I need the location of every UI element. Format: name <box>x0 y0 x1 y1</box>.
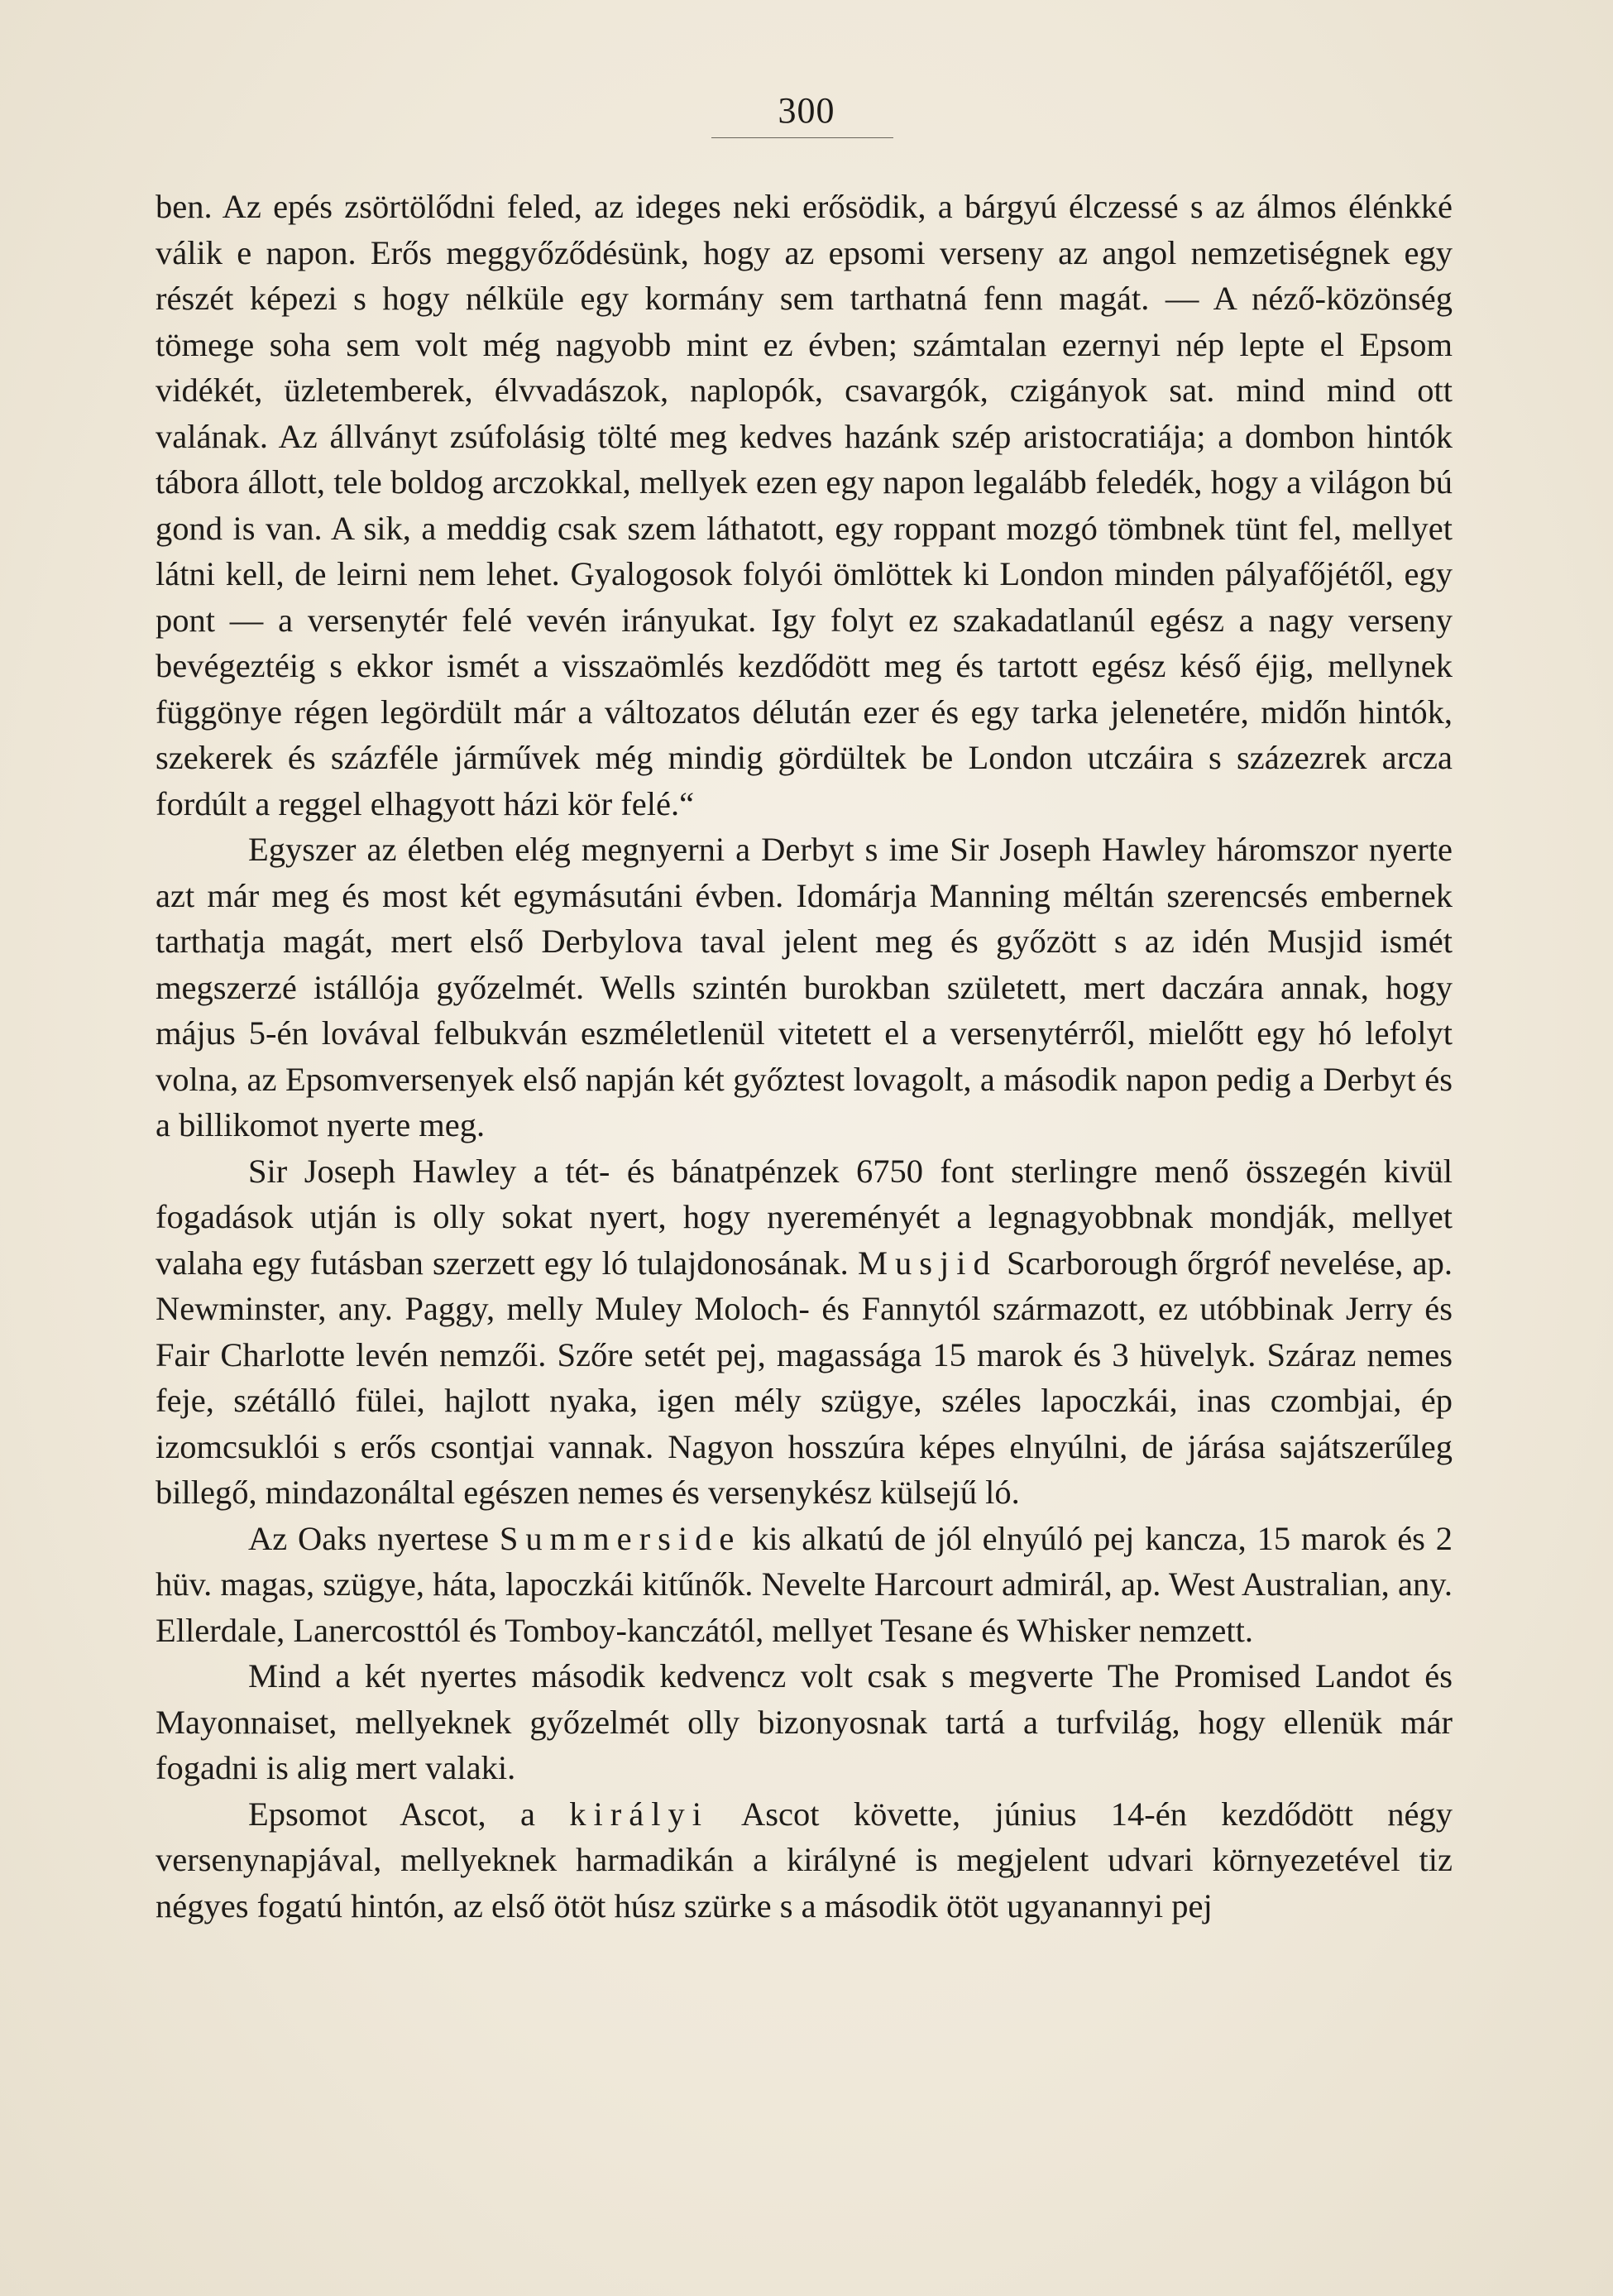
paragraph <box>156 1791 1453 1929</box>
paragraph-text-before: Epsomot Ascot, a <box>248 1795 535 1833</box>
header-rule <box>711 137 893 138</box>
paragraph <box>156 1148 1453 1516</box>
spaced-horse-name: Musjid <box>857 1244 998 1282</box>
paragraph-text-before: Az Oaks nyertese <box>248 1519 490 1557</box>
paragraph: Mind a két nyertes második kedvencz volt csak s megverte The Promised Landot és Mayonnaiset, mellyeknek győzelmét olly bizonyosnak tartá a turfvilág, hogy ellenük már fogadni is alig mert valaki. <box>156 1657 1453 1786</box>
paragraph: ben. Az epés zsörtölődni feled, az ideges neki erősödik, a bárgyú élczessé s az álmos élénkké válik e napon. Erős meggyőződésünk, hogy az epsomi verseny az angol nemzetiségnek egy részét képezi s hogy nélküle egy kormány sem tarthatná fenn magát. — A néző-közönség tömege soha sem volt még nagyobb mint ez évben; számtalan ezernyi nép lepte el Epsom vidékét, üzletemberek, élvvadászok, naplopók, csavargók, czigányok sat. mind mind ott valának. Az állványt zsúfolásig tölté meg kedves hazánk szép aristocratiája; a dombon hintók tábora állott, tele boldog arczokkal, mellyek ezen egy napon legalább feledék, hogy a világon bú gond is van. A sik, a meddig csak szem láthatott, egy roppant mozgó tömbnek tünt fel, mellyet látni kell, de leirni nem lehet. Gyalogosok folyói ömlöttek ki London minden pályafőjétől, egy pont — a versenytér felé vevén irányukat. Igy folyt ez szakadatlanúl egész a nagy verseny bevégeztéig s ekkor ismét a visszaömlés kezdődött meg és tartott egész késő éjig, mellynek függönye régen legördült már a változatos délután ezer és egy tarka jelenetére, midőn hintók, szekerek és százféle járművek még mindig gördültek be London utczáira s százezrek arcza fordúlt a reggel elhagyott házi kör felé.“ <box>156 188 1453 822</box>
paragraph-text-before: Sir Joseph Hawley a tét- és bánatpénzek 6750 font sterlingre menő összegén kivül fogadások utján is olly sokat nyert, hogy nyereményét a legnagyobbnak mondják, mellyet valaha egy futásban szerzett egy ló tulajdonosának. <box>156 1152 1453 1282</box>
paragraph-text-after: Scarborough őrgróf nevelése, ap. Newminster, any. Paggy, melly Muley Moloch- és Fannytól származott, ez utóbbinak Jerry és Fair Charlotte levén nemzői. Szőre setét pej, magassága 15 marok és 3 hüvelyk. Száraz nemes feje, szétálló fülei, hajlott nyaka, igen mély szügye, széles lapoczkái, inas czombjai, ép izomcsuklói s erős csontjai vannak. Nagyon hosszúra képes elnyúlni, de járása sajátszerűleg billegő, mindazonáltal egészen nemes és versenykész külsejű ló. <box>156 1244 1453 1511</box>
spaced-horse-name: Summerside <box>499 1519 742 1557</box>
body-text <box>156 184 1453 1929</box>
page-number: 300 <box>778 90 835 131</box>
paragraph <box>156 1516 1453 1654</box>
spaced-word: királyi <box>569 1795 709 1833</box>
paragraph: Egyszer az életben elég megnyerni a Derbyt s ime Sir Joseph Hawley háromszor nyerte azt már meg és most két egymásutáni évben. Idomárja Manning méltán szerencsés embernek tarthatja magát, mert első Derbylova taval jelent meg és győzött s az idén Musjid ismét megszerzé istállója győzelmét. Wells szintén burokban született, mert daczára annak, hogy május 5-én lovával felbukván eszméletlenül vitetett el a versenytérről, mielőtt egy hó lefolyt volna, az Epsomversenyek első napján két győztest lovagolt, a második napon pedig a Derbyt és a billikomot nyerte meg. <box>156 831 1453 1143</box>
paragraph-text-after: kis alkatú de jól elnyúló pej kancza, 15 marok és 2 hüv. magas, szügye, háta, lapoczkái kitűnők. Nevelte Harcourt admirál, ap. West Australian, any. Ellerdale, Lanercosttól és Tomboy-kanczától, mellyet Tesane és Whisker nemzett. <box>156 1519 1453 1649</box>
paragraph-text-after: Ascot követte, június 14-én kezdődött négy versenynapjával, mellyeknek harmadikán a királyné is megjelent udvari környezetével tiz négyes fogatú hintón, az első ötöt húsz szürke s a második ötöt ugyanannyi pej <box>156 1795 1453 1925</box>
